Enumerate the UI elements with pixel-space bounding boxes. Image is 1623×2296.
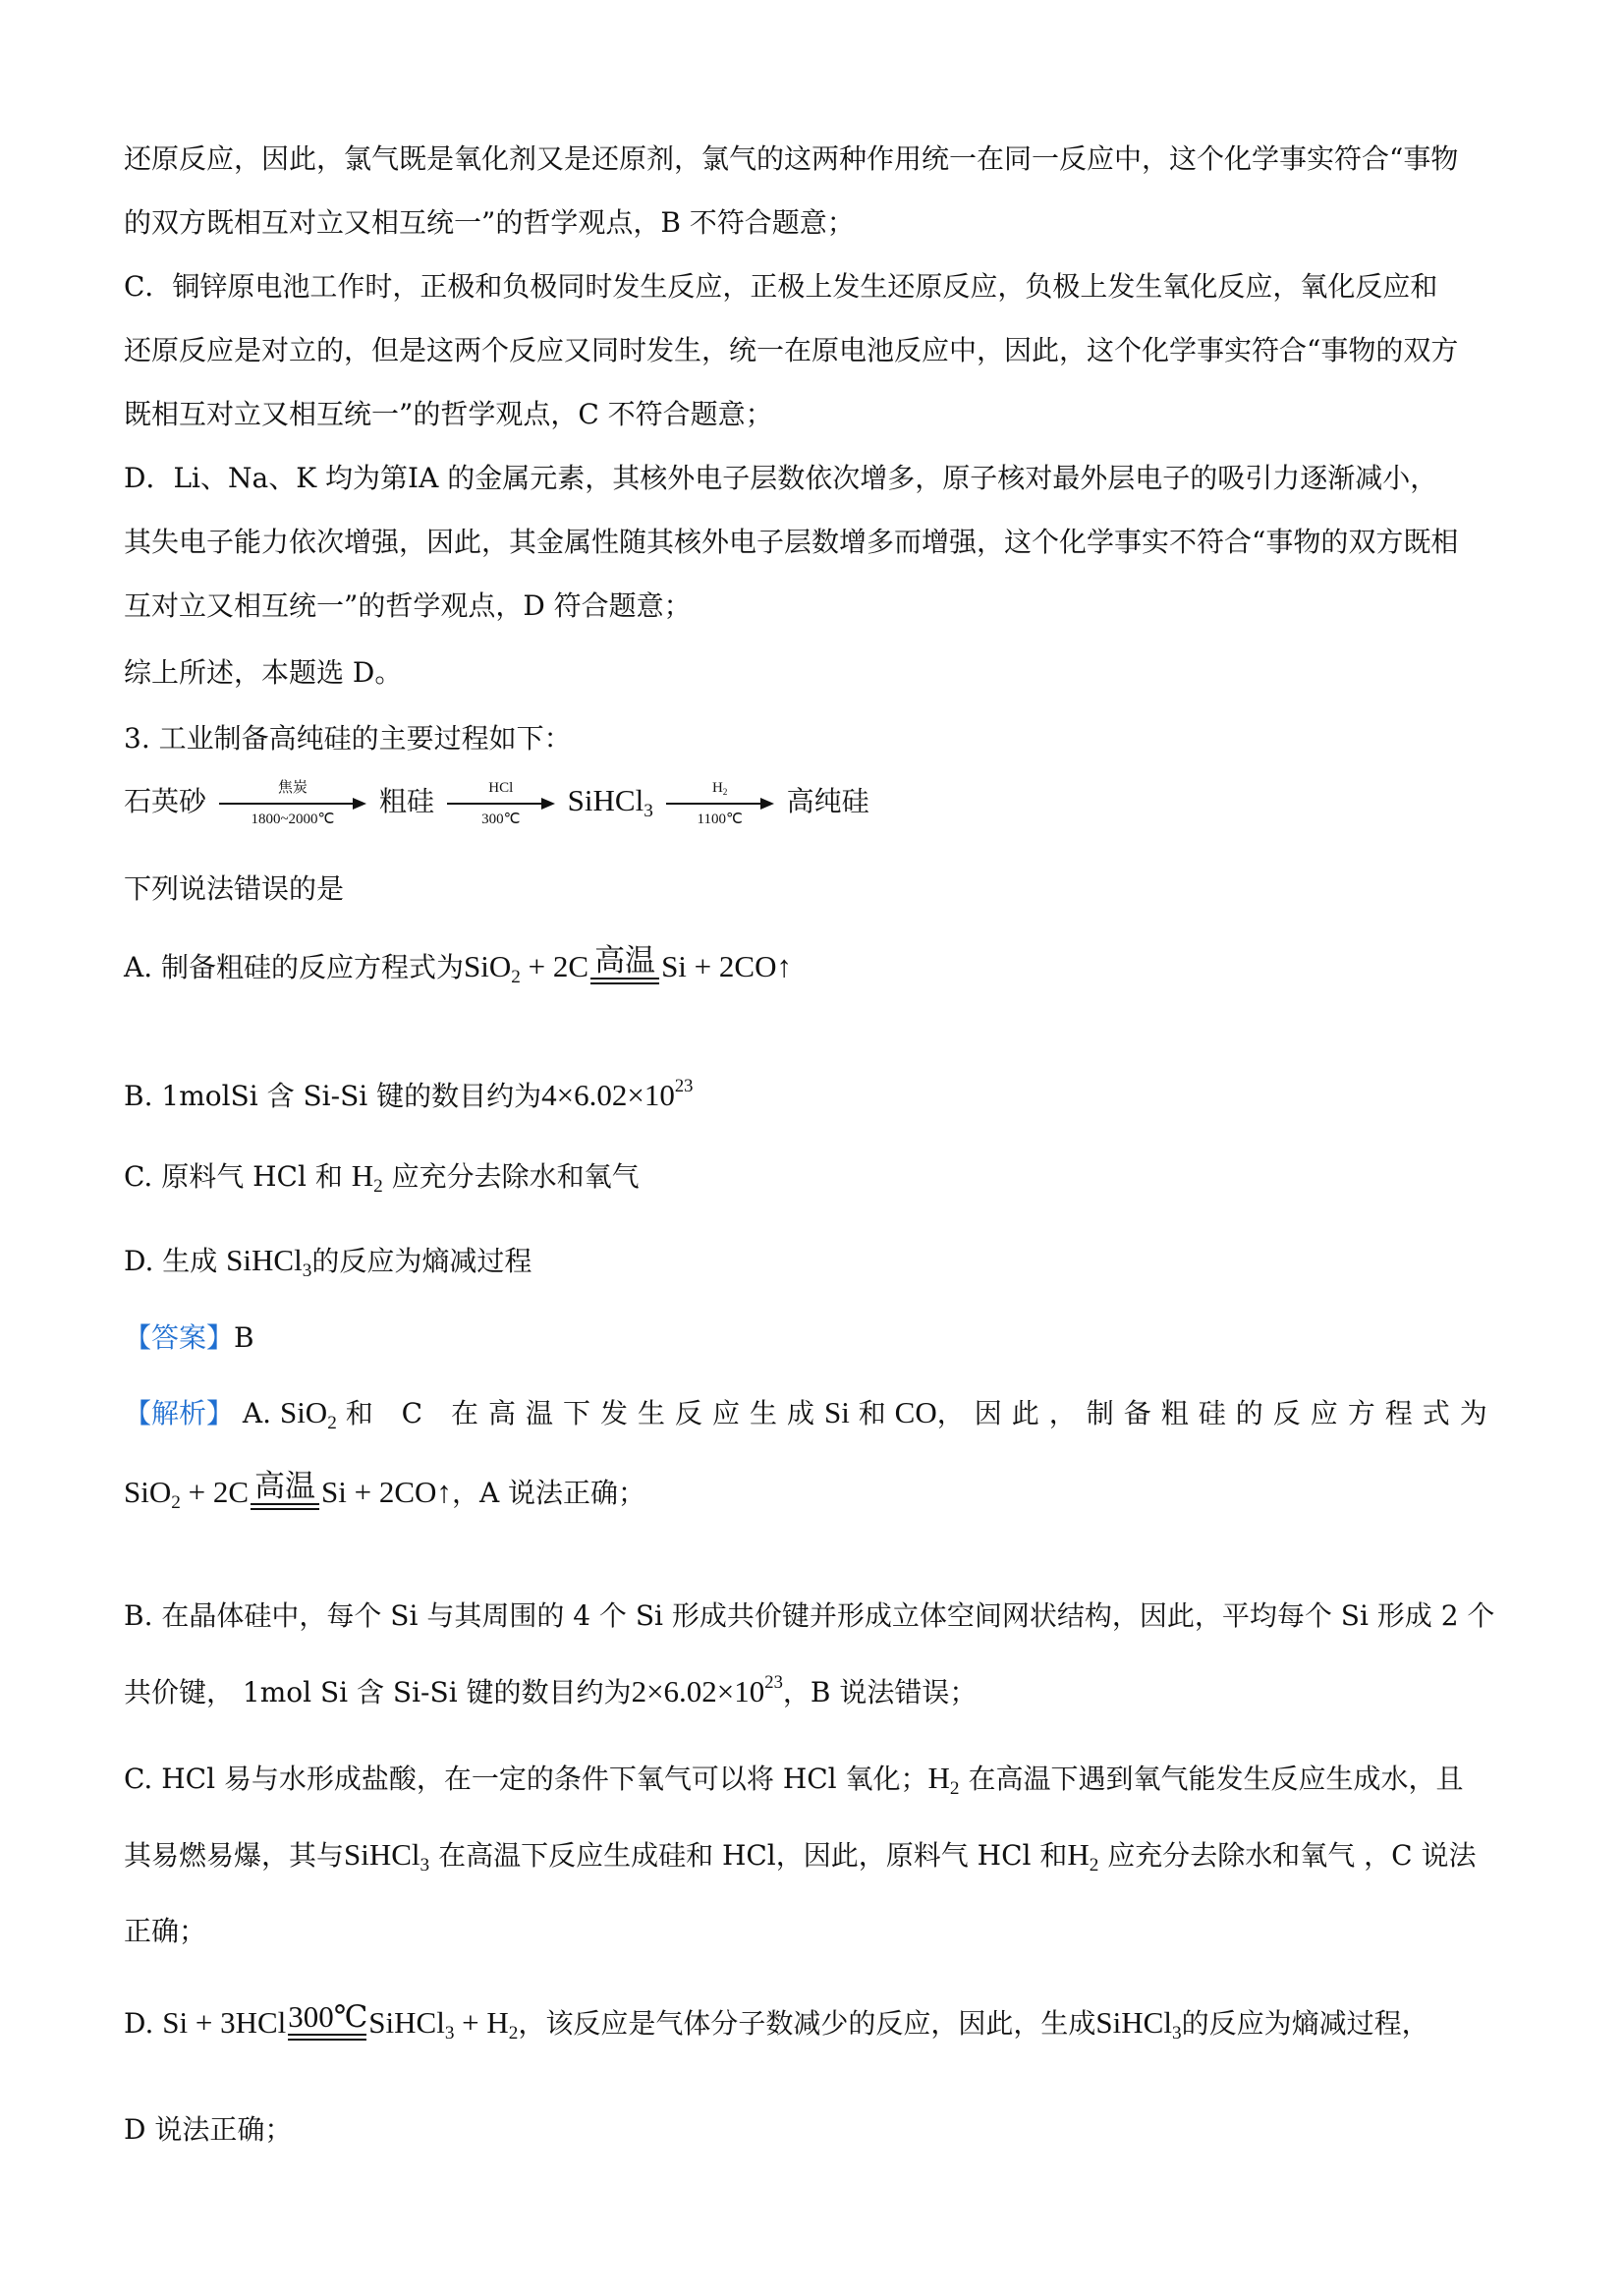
flow-arrow-3 [666, 779, 774, 828]
flow-arrow-3-top: $H_2$ [711, 779, 728, 798]
option-b-label: B. 1molSi 含 Si-Si 键的数目约为 [124, 1080, 542, 1112]
arrow-right-icon [447, 797, 555, 811]
analysis-b-1: B. 在晶体硅中，每个 Si 与其周围的 4 个 Si 形成共价键并形成立体空间网状结构，因此，平均每个 Si 形成 2 个 [124, 1599, 1495, 1632]
analysis-tag: 【解析】 [124, 1397, 235, 1429]
option-c: C. 原料气 HCl 和 $H_2$ 应充分去除水和氧气 [124, 1158, 640, 1197]
analysis-c-3: 正确； [124, 1915, 207, 1947]
flow-arrow-3-bottom: 1100℃ [697, 811, 743, 827]
flow-arrow-2-top: HCl [488, 779, 514, 796]
option-d: D. 生成 SiHCl$_3$的反应为熵减过程 [124, 1243, 532, 1281]
option-a-condition: 高温 [590, 944, 659, 996]
answer [124, 1318, 254, 1358]
prev-option-c-3: 既相互对立又相互统一”的哲学观点，C 不符合题意； [124, 398, 773, 430]
flow-crude-silicon: 粗硅 [378, 785, 434, 817]
option-b-number: $4\times 6.02\times 10^{23}$ [541, 1076, 694, 1112]
flow-high-purity-silicon: 高纯硅 [786, 785, 869, 817]
option-b [124, 1076, 693, 1116]
question-3-ask: 下列说法错误的是 [124, 872, 345, 905]
analysis-a-2: SiO$_2$ + 2C 高温 Si + 2CO↑，A 说法正确； [124, 1464, 645, 1522]
prev-summary: 综上所述，本题选 D。 [124, 656, 403, 689]
flow-quartz-sand: 石英砂 [124, 785, 207, 817]
analysis-a-condition: 高温 [251, 1470, 319, 1522]
flow-arrow-2 [447, 779, 555, 828]
flow-arrow-1-bottom: 1800~2000℃ [251, 811, 335, 827]
prev-option-c-2: 还原反应是对立的，但是这两个反应又同时发生，统一在原电池反应中，因此，这个化学事实符合“事物的双方 [124, 334, 1459, 366]
answer-tag: 【答案】 [124, 1321, 235, 1354]
arrow-right-icon [666, 797, 774, 811]
option-c-label: C. 原料气 HCl 和 [124, 1160, 343, 1193]
analysis-d-2: D 说法正确； [124, 2113, 293, 2146]
prev-option-c-1: C．铜锌原电池工作时，正极和负极同时发生反应，正极上发生还原反应，负极上发生氧化反应，氧化反应和 [124, 270, 1438, 303]
prev-option-d-1: D．Li、Na、K 均为第ⅠA 的金属元素，其核外电子层数依次增多，原子核对最外层电子的吸引力逐渐减小， [124, 462, 1438, 494]
analysis-a-1: 【解析】 A. SiO$_2$ 和 C 在高温下发生反应生成Si 和 CO，因此，制备粗硅的反应方程式为 [124, 1395, 1497, 1433]
arrow-right-icon [219, 797, 366, 811]
answer-value: B [234, 1321, 254, 1354]
prev-text-2: 的双方既相互对立又相互统一”的哲学观点，B 不符合题意； [124, 206, 855, 239]
prev-text-1: 还原反应，因此，氯气既是氧化剂又是还原剂，氯气的这两种作用统一在同一反应中，这个化学事实符合“事物 [124, 142, 1459, 175]
option-a-equation: SiO$_2$ + 2C [464, 949, 589, 987]
flow-arrow-1 [219, 779, 366, 828]
analysis-d-1: D. Si + 3HCl 300℃ SiHCl$_3$ + $H_2$，该反应是气体分子数减少的反应，因此，生成SiHCl$_3$的反应为熵减过程， [124, 1994, 1429, 2052]
analysis-c-2: 其易燃易爆，其与SiHCl$_3$ 在高温下反应生成硅和 HCl，因此，原料气 HCl 和$H_2$ 应充分去除水和氧气 ，C 说法 [124, 1837, 1477, 1876]
prev-option-d-2: 其失电子能力依次增强，因此，其金属性随其核外电子层数增多而增强，这个化学事实不符合“事物的双方既相 [124, 526, 1459, 558]
option-d-label: D. 生成 [124, 1245, 218, 1277]
prev-option-d-3: 互对立又相互统一”的哲学观点，D 符合题意； [124, 589, 692, 622]
flow-sihcl3: SiHCl$_3$ [567, 783, 653, 821]
question-3-stem: 3. 工业制备高纯硅的主要过程如下： [124, 722, 572, 755]
flow-arrow-1-top: 焦炭 [277, 779, 308, 796]
analysis-c-1: C. HCl 易与水形成盐酸，在一定的条件下氧气可以将 HCl 氧化；$H_2$ 在高温下遇到氧气能发生反应生成水，且 [124, 1761, 1464, 1799]
flow-arrow-2-bottom: 300℃ [481, 811, 521, 827]
option-a: A. 制备粗硅的反应方程式为SiO$_2$ + 2C 高温 Si + 2CO↑ [124, 938, 792, 996]
analysis-d-condition: 300℃ [288, 2000, 366, 2052]
process-flow [124, 776, 869, 828]
analysis-b-2: 共价键， 1mol Si 含 Si-Si 键的数目约为$2\times 6.02\times 10^{23}$，B 说法错误； [124, 1672, 978, 1708]
option-a-label: A. 制备粗硅的反应方程式为 [124, 951, 465, 983]
analysis-b-number: $2\times 6.02\times 10^{23}$ [631, 1672, 783, 1708]
